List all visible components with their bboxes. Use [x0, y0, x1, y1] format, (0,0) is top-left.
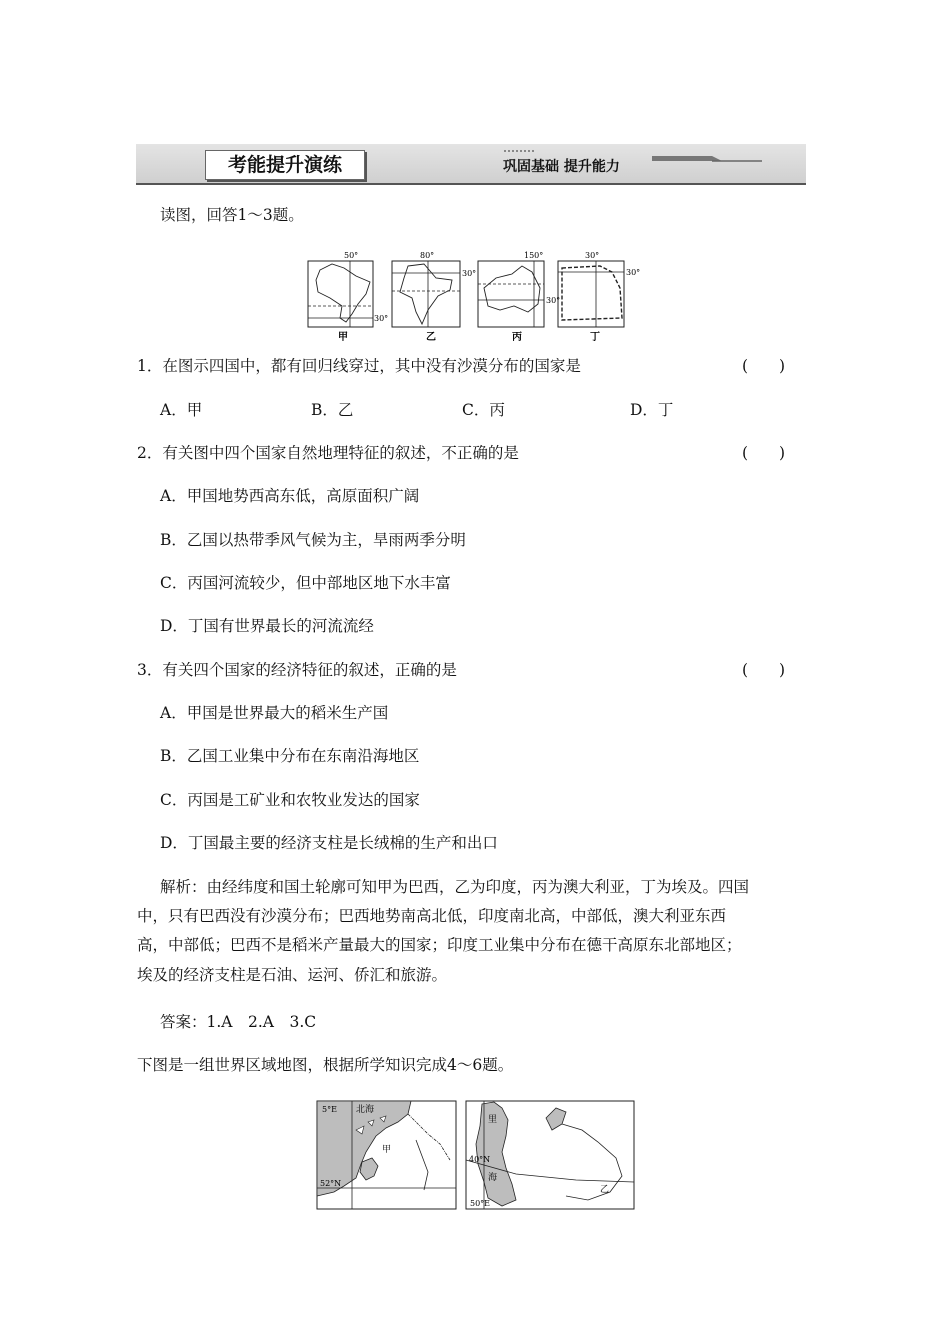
- panel-jia-label: 甲: [338, 332, 348, 343]
- section-title: 考能提升演练: [205, 150, 365, 180]
- question-1-answer-blank: ( ): [742, 357, 786, 375]
- intro-text-1: 读图，回答1～3题。: [160, 206, 304, 224]
- banner-divider: [136, 183, 806, 185]
- question-3-answer-blank: ( ): [742, 661, 786, 679]
- question-1-option-c: C．丙: [462, 401, 505, 419]
- map-left-netherlands: [317, 1101, 456, 1209]
- left-map-lat-label: 52°N: [320, 1179, 342, 1188]
- question-3-option-d: D．丁国最主要的经济支柱是长绒棉的生产和出口: [160, 834, 498, 852]
- panel-yi-lat-label: 30°: [462, 269, 477, 278]
- question-3-option-b: B．乙国工业集中分布在东南沿海地区: [160, 747, 420, 765]
- question-3-stem: 3．有关四个国家的经济特征的叙述，正确的是: [137, 661, 457, 679]
- country-maps-figure: [300, 248, 650, 344]
- map-panel-ding: [558, 251, 640, 343]
- regional-maps-figure: [316, 1100, 638, 1212]
- panel-ding-label: 丁: [590, 332, 600, 343]
- right-map-lat-label: 40°N: [469, 1155, 491, 1164]
- question-2-answer-blank: ( ): [742, 444, 786, 462]
- panel-jia-lon-label: 50°: [344, 251, 359, 260]
- banner-arrow-decoration: [652, 152, 764, 168]
- question-1-option-b: B．乙: [311, 401, 354, 419]
- right-map-sea-label-top: 里: [488, 1115, 498, 1125]
- question-2-option-c: C．丙国河流较少，但中部地区地下水丰富: [160, 574, 451, 592]
- map-right-caspian: [466, 1101, 634, 1209]
- map-panel-jia: [308, 251, 388, 343]
- question-2-option-a: A．甲国地势西高东低，高原面积广阔: [160, 487, 420, 505]
- panel-jia-lat-label: 30°: [374, 314, 389, 323]
- question-3-option-a: A．甲国是世界最大的稻米生产国: [160, 704, 389, 722]
- right-map-country-label: 乙: [600, 1185, 610, 1195]
- left-map-sea-label: 北海: [356, 1105, 375, 1115]
- right-map-sea-label-bottom: 海: [488, 1173, 498, 1183]
- analysis-line-2: 中，只有巴西没有沙漠分布；巴西地势南高北低，印度南北高，中部低，澳大利亚东西: [137, 907, 727, 925]
- banner-decoration: [504, 150, 534, 152]
- question-2-option-d: D．丁国有世界最长的河流流经: [160, 617, 374, 635]
- question-1-stem: 1．在图示四国中，都有回归线穿过，其中没有沙漠分布的国家是: [137, 357, 581, 375]
- left-map-lon-label: 5°E: [322, 1105, 337, 1114]
- left-map-country-label: 甲: [382, 1145, 392, 1155]
- analysis-line-4: 埃及的经济支柱是石油、运河、侨汇和旅游。: [137, 966, 448, 984]
- question-2-stem: 2．有关图中四个国家自然地理特征的叙述，不正确的是: [137, 444, 519, 462]
- answer-key: 答案：1.A 2.A 3.C: [160, 1013, 317, 1031]
- panel-bing-lon-label: 150°: [524, 251, 544, 260]
- right-map-lon-label: 50°E: [470, 1199, 491, 1208]
- section-subtitle: 巩固基础 提升能力: [503, 159, 620, 175]
- panel-yi-label: 乙: [426, 332, 436, 343]
- intro-text-2: 下图是一组世界区域地图，根据所学知识完成4～6题。: [137, 1056, 514, 1074]
- analysis-line-1: 解析：由经纬度和国土轮廓可知甲为巴西，乙为印度，丙为澳大利亚，丁为埃及。四国: [160, 878, 750, 896]
- panel-bing-lat-label: 30°: [546, 296, 561, 305]
- map-panel-yi: [392, 251, 476, 343]
- panel-bing-label: 丙: [512, 332, 522, 343]
- panel-ding-lon-label: 30°: [585, 251, 600, 260]
- question-1-option-a: A．甲: [160, 401, 203, 419]
- panel-yi-lon-label: 80°: [420, 251, 435, 260]
- question-3-option-c: C．丙国是工矿业和农牧业发达的国家: [160, 791, 420, 809]
- question-2-option-b: B．乙国以热带季风气候为主，旱雨两季分明: [160, 531, 466, 549]
- analysis-line-3: 高，中部低；巴西不是稻米产量最大的国家；印度工业集中分布在德干高原东北部地区；: [137, 936, 742, 954]
- panel-ding-lat-label: 30°: [626, 268, 641, 277]
- question-1-option-d: D．丁: [630, 401, 674, 419]
- map-panel-bing: [478, 251, 560, 343]
